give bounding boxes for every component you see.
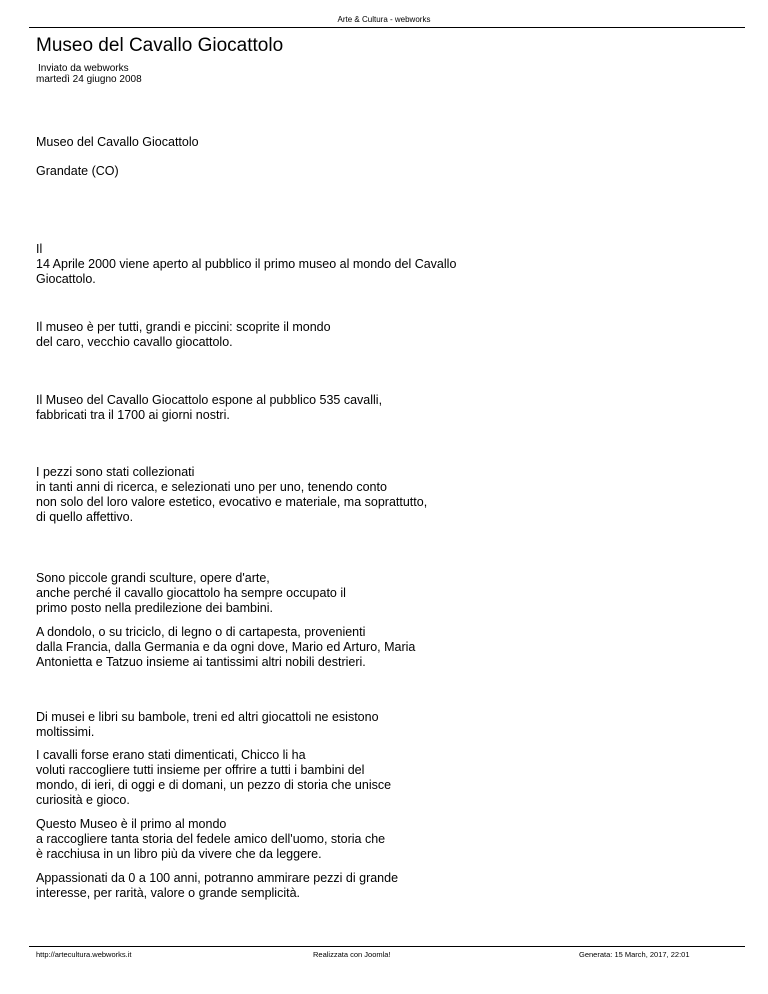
paragraph: Il museo è per tutti, grandi e piccini: scoprite il mondo del caro, vecchio cavallo giocattolo. (36, 320, 331, 349)
article-title: Museo del Cavallo Giocattolo (36, 35, 284, 56)
footer-credit: Realizzata con Joomla! (313, 950, 391, 959)
paragraph: Museo del Cavallo Giocattolo (36, 135, 199, 149)
paragraph: Di musei e libri su bambole, treni ed altri giocattoli ne esistono moltissimi. (36, 710, 379, 739)
article-date: martedì 24 giugno 2008 (36, 74, 142, 85)
article-author: Inviato da webworks (38, 63, 129, 74)
header-divider (29, 27, 745, 28)
paragraph: Il 14 Aprile 2000 viene aperto al pubblico il primo museo al mondo del Cavallo Giocattolo. (36, 242, 457, 286)
paragraph: I cavalli forse erano stati dimenticati, Chicco li ha voluti raccogliere tutti insieme per offrire a tutti i bambini del mondo, di ieri, di oggi e di domani, un pezzo di storia che unisce curiosità e gioco. (36, 748, 392, 807)
footer-divider (29, 946, 745, 947)
page-header: Arte & Cultura - webworks (337, 15, 431, 24)
paragraph: Appassionati da 0 a 100 anni, potranno ammirare pezzi di grande interesse, per rarità, valore o grande semplicità. (36, 871, 399, 900)
paragraph: Il Museo del Cavallo Giocattolo espone al pubblico 535 cavalli, fabbricati tra il 1700 ai giorni nostri. (36, 393, 383, 422)
footer-url: http://artecultura.webworks.it (36, 950, 132, 959)
paragraph: Sono piccole grandi sculture, opere d'arte, anche perché il cavallo giocattolo ha sempre occupato il primo posto nella predilezione dei bambini. (36, 571, 346, 615)
footer-generated: Generata: 15 March, 2017, 22:01 (579, 950, 690, 959)
article-meta (36, 63, 142, 85)
paragraph: I pezzi sono stati collezionati in tanti anni di ricerca, e selezionati uno per uno, tenendo conto non solo del loro valore estetico, evocativo e materiale, ma soprattutto, di quello affettivo. (36, 465, 428, 524)
paragraph: A dondolo, o su triciclo, di legno o di cartapesta, provenienti dalla Francia, dalla Germania e da ogni dove, Mario ed Arturo, Maria Antonietta e Tatzuo insieme ai tantissimi altri nobili destrieri. (36, 625, 416, 669)
paragraph: Grandate (CO) (36, 164, 119, 178)
paragraph: Questo Museo è il primo al mondo a raccogliere tanta storia del fedele amico dell'uomo, storia che è racchiusa in un libro più da vivere che da leggere. (36, 817, 386, 861)
